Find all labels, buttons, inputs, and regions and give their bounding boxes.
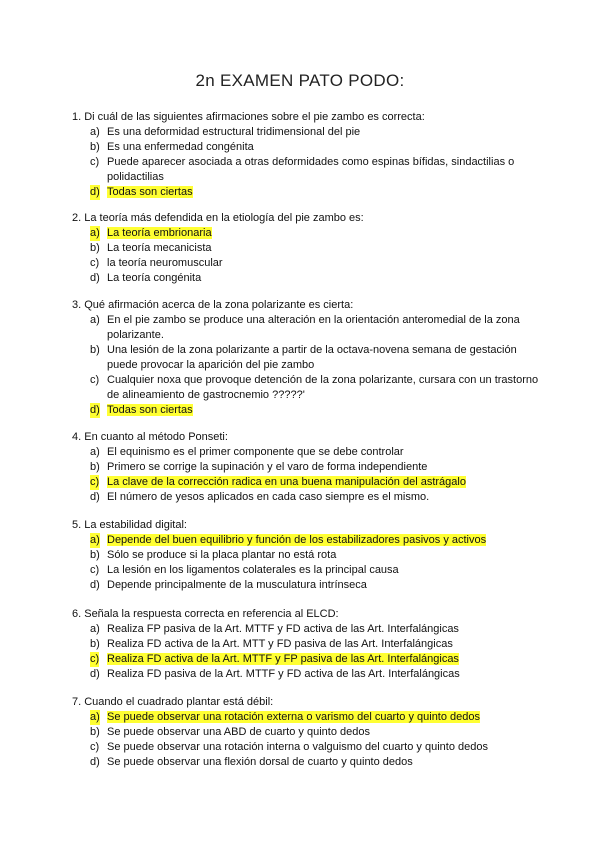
question-text: 4. En cuanto al método Ponseti: (72, 431, 228, 443)
question-text: 1. Di cuál de las siguientes afirmaciones sobre el pie zambo es correcta: (72, 111, 425, 123)
option-d: d) Se puede observar una flexión dorsal de cuarto y quinto dedos (90, 756, 413, 768)
option-d: d) Realiza FD pasiva de la Art. MTTF y FD activa de las Art. Interfalángicas (90, 668, 460, 680)
option-a-highlighted: a) Se puede observar una rotación externa o varismo del cuarto y quinto dedos (90, 711, 481, 723)
option-c: c) Se puede observar una rotación interna o valguismo del cuarto y quinto dedos (90, 741, 488, 753)
question-1 (72, 110, 542, 200)
option-d: d) La teoría congénita (90, 272, 202, 284)
option-b: b) Se puede observar una ABD de cuarto y quinto dedos (90, 726, 370, 738)
question-2 (72, 211, 542, 286)
question-5 (72, 518, 542, 593)
option-a: a) En el pie zambo se produce una alteración en la orientación anteromedial de la zona polarizante. (90, 314, 520, 341)
question-text: 5. La estabilidad digital: (72, 519, 187, 531)
option-b: b) La teoría mecanicista (90, 242, 212, 254)
option-a-highlighted: a) La teoría embrionaria (90, 227, 212, 239)
question-3 (72, 298, 542, 418)
option-d: d) El número de yesos aplicados en cada caso siempre es el mismo. (90, 491, 430, 503)
option-d-highlighted: d) Todas son ciertas (90, 404, 193, 416)
option-b: b) Sólo se produce si la placa plantar no está rota (90, 549, 337, 561)
option-a-highlighted: a) Depende del buen equilibrio y función de los estabilizadores pasivos y activos (90, 534, 487, 546)
question-text: 6. Señala la respuesta correcta en referencia al ELCD: (72, 608, 339, 620)
question-7 (72, 695, 542, 770)
question-6 (72, 607, 542, 682)
option-c: c) Puede aparecer asociada a otras deformidades como espinas bífidas, sindactilias o polidactilias (90, 156, 515, 183)
option-b: b) Una lesión de la zona polarizante a partir de la octava-novena semana de gestación puede provocar la aparición del pie zambo (90, 344, 517, 371)
option-d: d) Depende principalmente de la musculatura intrínseca (90, 579, 367, 591)
question-text: 3. Qué afirmación acerca de la zona polarizante es cierta: (72, 299, 354, 311)
option-a: a) El equinismo es el primer componente que se debe controlar (90, 446, 404, 458)
question-text: 7. Cuando el cuadrado plantar está débil: (72, 696, 274, 708)
option-c: c) Cualquier noxa que provoque detención de la zona polarizante, cursara con un trastorno de alineamiento de gastrocnemio ?????' (90, 374, 539, 401)
option-c: c) La lesión en los ligamentos colaterales es la principal causa (90, 564, 399, 576)
option-c: c) la teoría neuromuscular (90, 257, 223, 269)
option-d-highlighted: d) Todas son ciertas (90, 186, 193, 198)
page-title: 2n EXAMEN PATO PODO: (195, 71, 405, 90)
option-b: b) Es una enfermedad congénita (90, 141, 254, 153)
option-b: b) Primero se corrige la supinación y el varo de forma independiente (90, 461, 428, 473)
option-c-highlighted: c) La clave de la corrección radica en una buena manipulación del astrágalo (90, 476, 466, 488)
option-c-highlighted: c) Realiza FD activa de la Art. MTTF y FP pasiva de las Art. Interfalángicas (90, 653, 459, 665)
option-b: b) Realiza FD activa de la Art. MTT y FD pasiva de las Art. Interfalángicas (90, 638, 453, 650)
option-a: a) Realiza FP pasiva de la Art. MTTF y FD activa de las Art. Interfalángicas (90, 623, 459, 635)
option-a: a) Es una deformidad estructural tridimensional del pie (90, 126, 361, 138)
question-4 (72, 430, 542, 505)
question-text: 2. La teoría más defendida en la etiología del pie zambo es: (72, 212, 364, 224)
